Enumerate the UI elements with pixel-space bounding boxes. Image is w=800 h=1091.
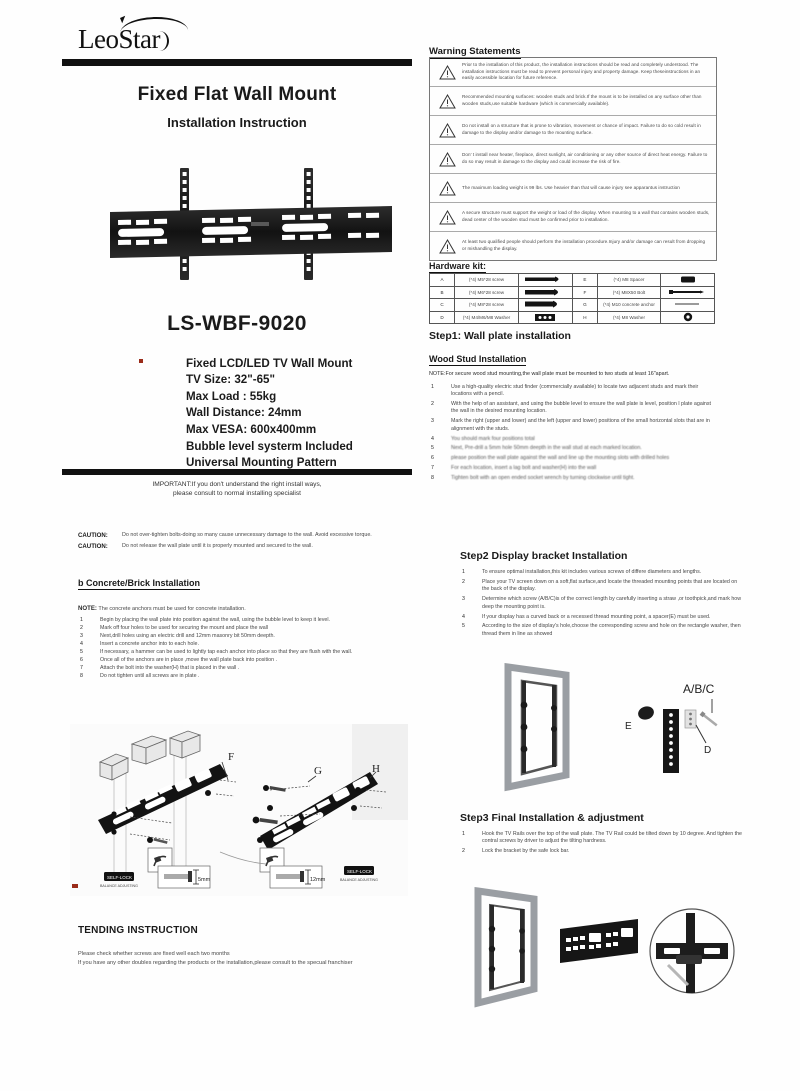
hw-label: (*4) M8*28 screw (454, 299, 518, 312)
spec-item: Fixed LCD/LED TV Wall Mount (186, 356, 353, 373)
svg-text:D: D (704, 745, 712, 756)
list-item: 4 You should mark four positions total (431, 435, 535, 442)
step2-section (460, 550, 745, 641)
page-title: Fixed Flat Wall Mount (137, 84, 337, 105)
list-item: 4 If your display has a curved back or a recessed thread mounting point, a spacer(E) must be used. (462, 613, 711, 620)
screw-icon (519, 274, 573, 287)
warning-row (430, 87, 716, 116)
svg-text:G: G (314, 765, 322, 777)
warning-row (430, 174, 716, 203)
hw-label: (*4) M8X50 Bolt (597, 286, 660, 299)
step3-section (460, 812, 745, 858)
concrete-note (78, 605, 246, 612)
list-item: 4 Insert a concrete anchor into to each hole. (80, 641, 199, 647)
display-bracket-diagram (470, 655, 745, 800)
logo-arrow-icon (115, 13, 125, 23)
left-header-block (62, 24, 412, 130)
step1-note: NOTE:For secure wood stud mounting,the wall plate must be mounted to two studs at least 16"apart. (429, 371, 670, 377)
logo-tail-icon (153, 31, 169, 51)
caution-row (78, 543, 408, 551)
hw-label: (*4) M8 Spacer (597, 274, 660, 287)
tending-body (78, 950, 408, 969)
warning-text: The maximum loading weight is 99 lbs. Use heavier than that will cause injury see apparantus instruction (462, 184, 680, 190)
list-item: 1 Use a high-quality electric stud finder (commercially available) to locate two adjacent studs and mark their locations with a pencil. (431, 383, 699, 397)
table-row (430, 299, 715, 312)
spec-item: Universal Mounting Pattern (186, 456, 337, 470)
list-item: 8 Do not tighten until all screws are in plate . (80, 673, 200, 679)
callout-right-value: 12mm (310, 877, 326, 883)
spec-item: Max VESA: 600x400mm (186, 422, 317, 436)
warning-triangle-icon (434, 181, 460, 196)
spec-item: Wall Distance: 24mm (186, 406, 302, 420)
list-item: 1 Hook the TV Rails over the top of the wall plate. The TV Rail could be tilted down by 10 degree. And tighten the contral screws by driver to adjust the tilting hardness. (462, 831, 743, 845)
table-row (430, 286, 715, 299)
hw-id: C (430, 299, 455, 312)
spec-bullet-icon (139, 359, 143, 363)
step1-subheading: Wood Stud Installation (429, 354, 527, 364)
table-row (430, 311, 715, 324)
warning-triangle-icon (434, 123, 460, 138)
warning-box (429, 57, 717, 261)
svg-text:SELF-LOCK: SELF-LOCK (347, 869, 373, 874)
list-item: 3 Determine which screw (A/B/C)is of the correct length by carefully inserting a straw ,or toothpick,and mark how deep the mounting point is. (462, 596, 742, 610)
warning-text: At least two qualified people should perform the installation procedure.Injury and/or damage can result from dropping or mishandling the display. (462, 239, 706, 251)
list-item: 6 Once all of the anchors are in place ,move the wall plate back into position . (80, 657, 277, 663)
tending-line: If you have any other doubles regarding the products or the installation,please consult to the specual franchiser (78, 960, 353, 967)
svg-text:H: H (372, 763, 380, 775)
warning-triangle-icon (434, 210, 460, 225)
warning-row (430, 203, 716, 232)
list-item: 1 Begin by placing the wall plate into position against the wall, using the bubble level to keep it level. (80, 617, 330, 623)
header-rule (62, 59, 412, 66)
hw-id: F (572, 286, 597, 299)
hw-id: H (572, 311, 597, 324)
list-item: 5 Next, Pre-drill a 5mm hole 50mm deepth in the wall stud at each marked location. (431, 445, 642, 452)
step1-list (429, 384, 719, 483)
warning-row (430, 145, 716, 174)
warning-heading: Warning Statements (429, 46, 521, 57)
hw-id: G (572, 299, 597, 312)
tending-heading: TENDING INSTRUCTION (78, 925, 198, 936)
warning-row (430, 58, 716, 87)
concrete-list (78, 617, 408, 681)
caution-label: CAUTION: (78, 532, 108, 539)
svg-text:BALANCE ADJUSTING: BALANCE ADJUSTING (340, 878, 378, 882)
warning-triangle-icon (434, 65, 460, 80)
spec-list (146, 356, 353, 472)
washer-set-icon (519, 311, 573, 324)
list-item: 7 Attach the bolt into the washer(H) that is placed in the wall . (80, 665, 240, 671)
model-number: LS-WBF-9020 (167, 312, 307, 335)
warning-triangle-icon (434, 94, 460, 109)
svg-text:SELF-LOCK: SELF-LOCK (107, 875, 133, 880)
hardware-kit-table (429, 273, 715, 324)
hw-id: E (572, 274, 597, 287)
caution-text: Do not over-tighten bolts-doing so many cause unnecessary damage to the wall. Avoid excessive torque. (122, 532, 372, 538)
step2-list (460, 569, 745, 638)
step3-list (460, 831, 745, 856)
warning-text: Do not install on a structure that is prone to vibration, movement or chance of impact. Failure to do so cold result in damage to the display and/or damage to the mounting surface. (462, 123, 701, 135)
list-item: 7 For each location, insert a lag bolt and washer(H) into the wall (431, 465, 597, 472)
hw-id: A (430, 274, 455, 287)
step1-heading: Step1: Wall plate installation (429, 330, 571, 342)
washer-icon (661, 311, 715, 324)
caution-label: CAUTION: (78, 542, 108, 550)
step2-heading: Step2 Display bracket Installation (460, 550, 628, 562)
hw-label: (*4) M10 concrete anchor (597, 299, 660, 312)
caution-text: Do not release the wall plate until it is properly mounted and secured to the wall. (122, 542, 313, 549)
spacer-icon (661, 274, 715, 287)
step1-section (429, 330, 719, 485)
important-note (62, 465, 412, 498)
warning-triangle-icon (434, 152, 460, 167)
screw-icon (519, 299, 573, 312)
wall-plate-mounting-diagram (70, 724, 408, 896)
warning-text: Prior to the installation of this product, the installation instructions should be read and completely understood. The installation instructions must be read to prevent personal injury and property damage. Keep theseinstructions in an easily accessible location for future reference. (462, 62, 701, 81)
hardware-kit-heading: Hardware kit: (429, 261, 487, 271)
page-subtitle: Installation Instruction (167, 115, 307, 130)
anchor-icon (661, 299, 715, 312)
spec-item: Max Load : 55kg (186, 389, 277, 403)
warning-text: Don' t install near heater, fireplace, direct sunlight, air conditioning or any other source of direct heat energy. Failure to do so may result in damage to the display and could increase the risk of fire. (462, 152, 708, 164)
brand-logo (78, 24, 160, 55)
list-item: 2 Mark off four holes to be used for securing the mount and place the wall (80, 625, 269, 631)
list-item: 2 With the help of an assistant, and using the bubble level to ensure the wall plate is level, position l plate against the wall in the desired mounting location. (431, 400, 712, 415)
list-item: 1 To ensure optimal installation,this kit includes various screws of differe diameters and lengths. (462, 569, 702, 575)
bolt-icon (661, 286, 715, 299)
list-item: 2 Place your TV screen down on a soft,flat surface,and locate the threaded mounting points that are located on the back of the display. (462, 578, 738, 593)
step3-heading: Step3 Final Installation & adjustment (460, 812, 644, 824)
caution-row (78, 532, 408, 540)
table-row (430, 274, 715, 287)
list-item: 5 According to the size of display's hole,choose the corresponding screw and hole on the rectangle washer, then thread them in line as showed (462, 623, 741, 637)
svg-text:BALANCE ADJUSTING: BALANCE ADJUSTING (100, 884, 138, 888)
spec-item: TV Size: 32"-65" (186, 373, 275, 387)
svg-text:F: F (228, 751, 235, 763)
concrete-heading: b Concrete/Brick Installation (78, 578, 201, 588)
hw-label: (*4) M4/M6/M8 Washer (454, 311, 518, 324)
hw-id: D (430, 311, 455, 324)
list-item: 5 If necessary, a hammer can be used to lightly tap each anchor into place so that they are flush with the wall. (80, 649, 353, 655)
brand-name: LeoStar (78, 24, 160, 54)
hw-label: (*4) M6*28 screw (454, 286, 518, 299)
list-item: 6 please position the wall plate against the wall and line up the mounting slots with drilled holes (431, 455, 670, 462)
warning-triangle-icon (434, 239, 460, 254)
screw-icon (519, 286, 573, 299)
list-item: 3 Mark the right (upper and lower) and the left (upper and lower) positions of the small horizontal slots that are in alignment with the studs. (431, 418, 710, 432)
svg-text:A/B/C: A/B/C (683, 682, 715, 696)
warning-text: Recommended mounting surfaces: wooden studs and brick.If the mount is to be installed on any surface other than wooden studs,use suitable hardware (which is commercially available). (462, 94, 702, 106)
list-item: 3 Next,drill holes using an electric drill and 12mm masonry bit 50mm deepth. (80, 633, 275, 639)
final-installation-diagram (460, 885, 760, 1010)
note-text: The concrete anchors must be used for concrete installation. (98, 606, 246, 612)
svg-text:E: E (625, 721, 632, 732)
important-text: IMPORTANT:If you don't understand the right install ways, please consult to normal installing specialist (152, 481, 322, 497)
important-rule (62, 469, 412, 475)
hw-label: (*4) M5*28 screw (454, 274, 518, 287)
hw-id: B (430, 286, 455, 299)
warning-text: A secure structure must support the weight or load of the display. When mounting to a wall that contains wooden studs, dead center of the wooden stud must be confirmed prior to installation. (462, 210, 710, 222)
tending-line: Please check whether screws are fixed well each two months (78, 951, 230, 957)
callout-left-value: 5mm (198, 877, 211, 883)
list-item: 2 Lock the bracket by the safe lock bar. (462, 848, 570, 855)
cautions-section (78, 532, 408, 553)
warning-row (430, 232, 716, 260)
warning-row (430, 116, 716, 145)
product-photo (96, 160, 406, 310)
note-label: NOTE: (78, 605, 97, 612)
spec-item: Bubble level systerm Included (186, 439, 353, 453)
list-item: 8 Tighten bolt with an open ended socket wrench by turning clockwise until tight. (431, 475, 635, 482)
hw-label: (*4) M8 Washer (597, 311, 660, 324)
